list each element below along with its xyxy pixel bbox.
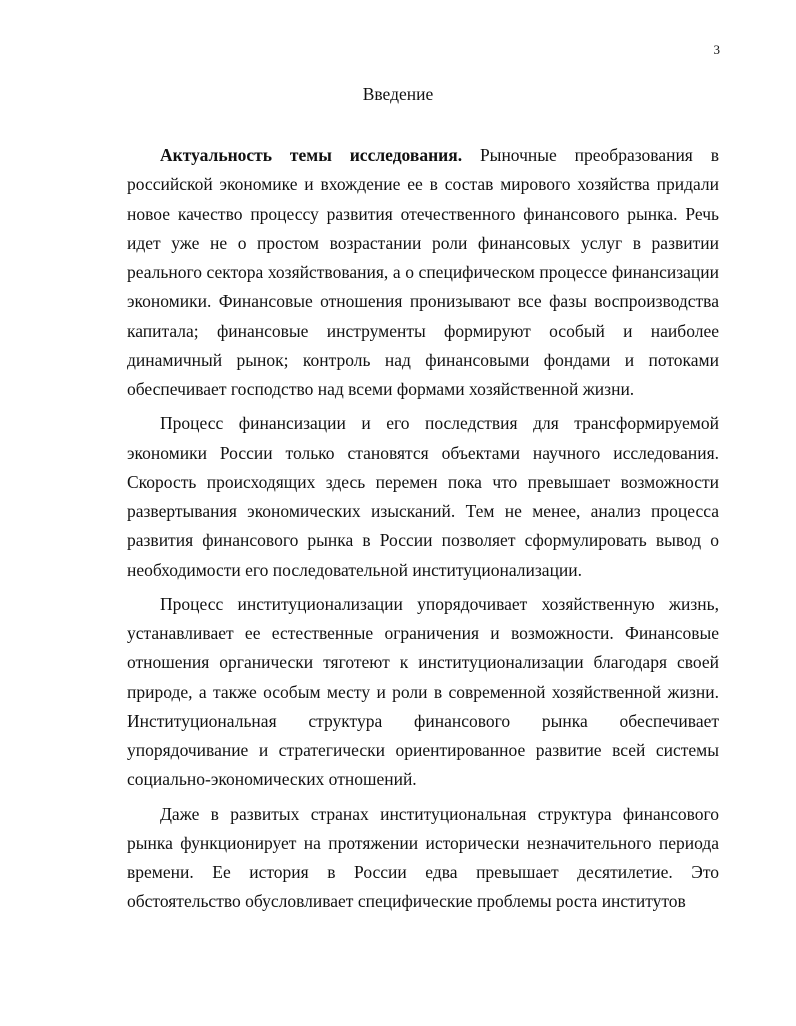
paragraph-institutionalization <box>127 590 719 795</box>
paragraph-text: Даже в развитых странах институциональная структура финансового рынка функционирует на протяжении исторически незначительного периода времени. Ее история в России едва превышает десятилетие. Это обстоятельство обусловливает специфические проблемы роста институтов <box>127 803 719 912</box>
paragraph-developed-countries <box>127 800 719 917</box>
paragraph-text: Процесс институционализации упорядочивает хозяйственную жизнь, устанавливает ее естественные ограничения и возможности. Финансовые отношения органически тяготеют к институционализации благодаря своей природе, а также особым месту и роли в современной хозяйственной жизни. Институциональная структура финансового рынка обеспечивает упорядочивание и стратегически ориентированное развитие всей системы социально-экономических отношений. <box>127 593 719 790</box>
paragraph-text: Рыночные преобразования в российской экономике и вхождение ее в состав мирового хозяйства придали новое качество процессу развития отечественного финансового рынка. Речь идет уже не о простом возрастании роли финансовых услуг в развитии реального сектора хозяйствования, а о специфическом процессе финансизации экономики. Финансовые отношения пронизывают все фазы воспроизводства капитала; финансовые инструменты формируют особый и наиболее динамичный рынок; контроль над финансовыми фондами и потоками обеспечивает господство над всеми формами хозяйственной жизни. <box>127 145 719 399</box>
paragraph-relevance <box>127 141 719 404</box>
paragraph-lead: Актуальность темы исследования. <box>160 145 463 165</box>
paragraph-financialization <box>127 409 719 585</box>
paragraph-text: Процесс финансизации и его последствия для трансформируемой экономики России только становятся объектами научного исследования. Скорость происходящих здесь перемен пока что превышает возможности развертывания экономических изысканий. Тем не менее, анализ процесса развития финансового рынка в России позволяет сформулировать вывод о необходимости его последовательной институционализации. <box>127 413 719 580</box>
section-heading: Введение <box>362 84 434 104</box>
document-body <box>127 141 719 917</box>
page-number: 3 <box>713 42 720 57</box>
